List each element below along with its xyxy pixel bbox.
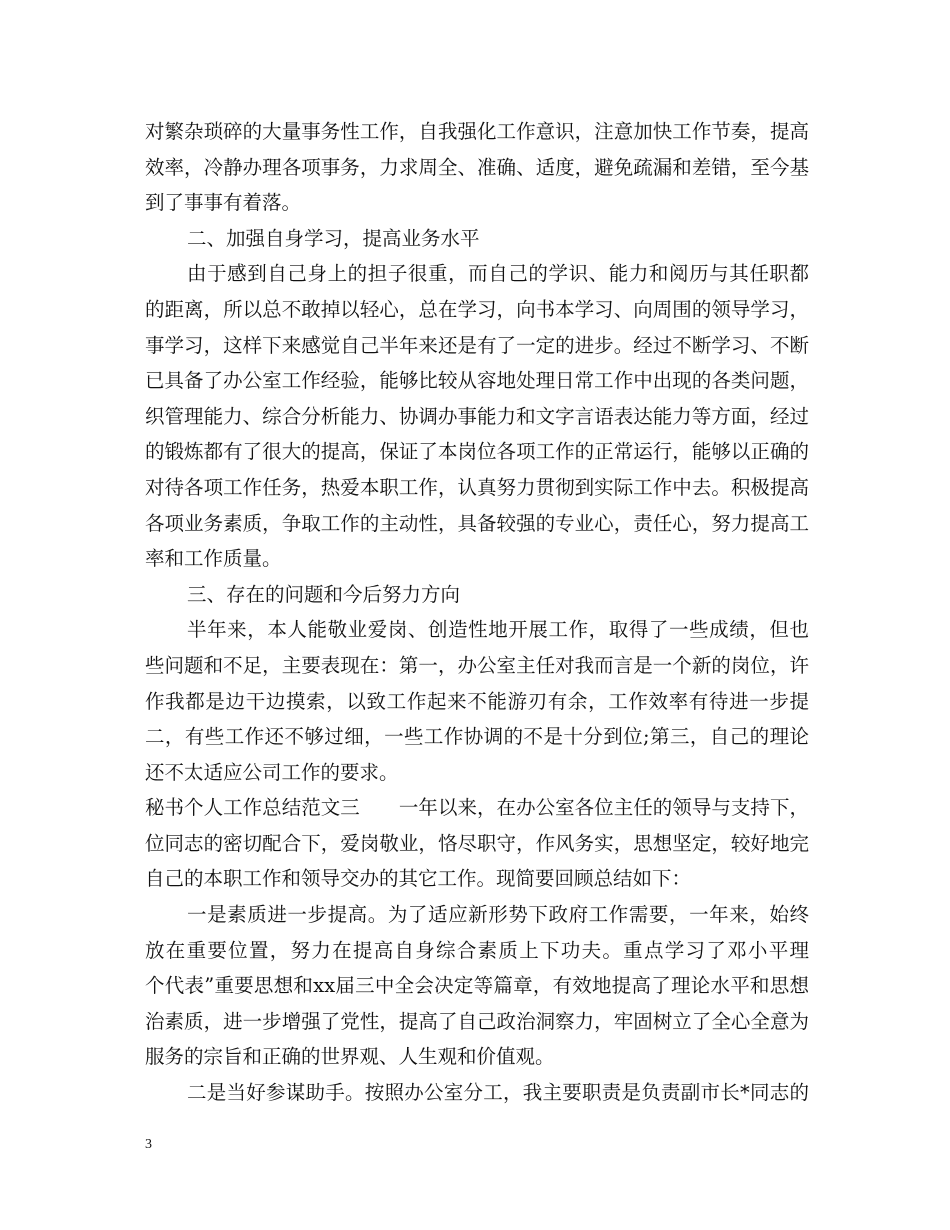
text-line: 个代表”重要思想和xx届三中全会决定等篇章，有效地提高了理论水平和思想 [145, 974, 809, 998]
text-line: 二，有些工作还不够过细，一些工作协调的不是十分到位;第三，自己的理论 [145, 725, 809, 749]
text-line: 秘书个人工作总结范文三 一年以来，在办公室各位主任的领导与支持下， [145, 796, 809, 820]
document-body [145, 114, 809, 1111]
text-line: 一是素质进一步提高。为了适应新形势下政府工作需要，一年来，始终 [187, 903, 809, 927]
text-line: 各项业务素质，争取工作的主动性，具备较强的专业心，责任心，努力提高工 [145, 511, 809, 535]
text-line: 些问题和不足，主要表现在：第一，办公室主任对我而言是一个新的岗位，许 [145, 653, 809, 677]
text-line: 率和工作质量。 [145, 547, 282, 571]
text-line: 事学习，这样下来感觉自己半年来还是有了一定的进步。经过不断学习、不断 [145, 333, 809, 357]
text-line: 放在重要位置，努力在提高自身综合素质上下功夫。重点学习了邓小平理 [145, 938, 809, 962]
text-line: 作我都是边干边摸索，以致工作起来不能游刃有余，工作效率有待进一步提 [145, 689, 809, 713]
text-line: 的锻炼都有了很大的提高，保证了本岗位各项工作的正常运行，能够以正确的 [145, 440, 809, 464]
text-line: 自己的本职工作和领导交办的其它工作。现简要回顾总结如下： [145, 867, 692, 891]
text-line: 半年来，本人能敬业爱岗、创造性地开展工作，取得了一些成绩，但也 [187, 618, 809, 642]
text-line: 治素质，进一步增强了党性，提高了自己政治洞察力，牢固树立了全心全意为 [145, 1009, 809, 1033]
text-line: 服务的宗旨和正确的世界观、人生观和价值观。 [145, 1045, 555, 1069]
text-line: 由于感到自己身上的担子很重，而自己的学识、能力和阅历与其任职都 [187, 262, 809, 286]
text-line: 织管理能力、综合分析能力、协调办事能力和文字言语表达能力等方面，经过 [145, 404, 809, 428]
text-line: 还不太适应公司工作的要求。 [145, 760, 399, 784]
text-line: 二、加强自身学习，提高业务水平 [187, 226, 480, 250]
text-line: 对繁杂琐碎的大量事务性工作，自我强化工作意识，注意加快工作节奏，提高 [145, 120, 809, 143]
text-line: 的距离，所以总不敢掉以轻心，总在学习，向书本学习、向周围的领导学习， [145, 297, 809, 321]
text-line: 已具备了办公室工作经验，能够比较从容地处理日常工作中出现的各类问题， [145, 369, 809, 393]
text-line: 到了事事有着落。 [145, 191, 302, 215]
text-line: 效率，冷静办理各项事务，力求周全、准确、适度，避免疏漏和差错，至今基 [145, 155, 809, 179]
text-line: 二是当好参谋助手。按照办公室分工，我主要职责是负责副市长*同志的 [187, 1081, 809, 1105]
text-line: 三、存在的问题和今后努力方向 [187, 582, 461, 606]
text-line: 对待各项工作任务，热爱本职工作，认真努力贯彻到实际工作中去。积极提高 [145, 475, 809, 499]
text-line: 位同志的密切配合下，爱岗敬业，恪尽职守，作风务实，思想坚定，较好地完 [145, 831, 809, 855]
page-number: 3 [145, 1137, 152, 1152]
